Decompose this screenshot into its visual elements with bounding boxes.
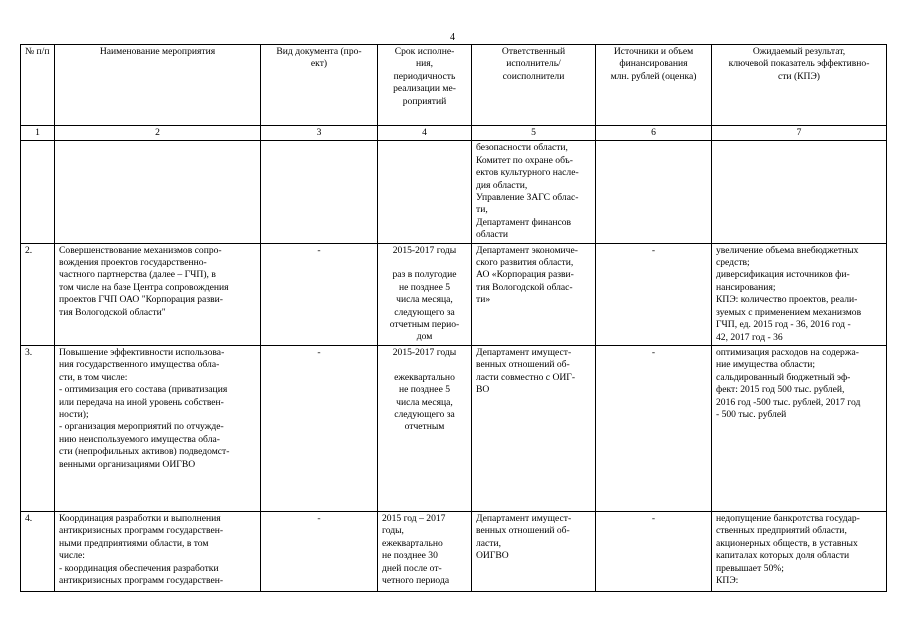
text-line: проектов ГЧП ОАО "Корпорация разви- [59,294,223,306]
text-line: 42, 2017 год - 36 [716,331,783,343]
text-line: ОИГВО [476,550,509,562]
deadline [378,345,472,511]
row-number: 4. [21,511,55,591]
text-line: Комитет по охране объ- [476,154,573,166]
text-line: фект: 2015 год 500 тыс. рублей, [716,384,845,396]
text-line: ВО [476,384,490,396]
text-line: не позднее 5 [398,384,451,396]
row-number: 3. [21,345,55,511]
column-number: 6 [596,126,712,141]
measure-name [55,141,261,243]
text-line: 2015 год – 2017 [382,512,446,524]
document-type: - [261,511,378,591]
text-line: числа месяца, [396,396,453,408]
text-line: АО «Корпорация разви- [476,269,574,281]
text-line: ти, [476,204,488,216]
text-line: ния государственного имущества обла- [59,359,220,371]
text-line: соисполнители [502,70,565,82]
text-line: ние имущества области; [716,359,816,371]
table-row [21,243,887,345]
text-line: венными организациями ОИГВО [59,458,196,470]
text-line: Координация разработки и выполнения [59,512,221,524]
text-line: антикризисных программ государствен- [59,574,224,586]
text-line: отчетным перио- [389,319,460,331]
text-line: отчетным [404,421,445,433]
deadline [378,141,472,243]
text-line: Вид документа (про- [276,46,362,57]
text-line: венных отношений об- [476,525,570,537]
measure-name [55,511,261,591]
text-line: - 500 тыс. рублей [716,408,787,420]
page-number: 4 [450,32,455,43]
text-line: сти, в том числе: [59,371,128,383]
text-line: Ожидаемый результат, [752,46,846,57]
expected-result [712,141,887,243]
text-line: роприятий [402,95,447,107]
responsible-executor [472,141,596,243]
financing-source: - [596,511,712,591]
document-type [261,141,378,243]
text-line: числе: [59,550,85,562]
text-line: безопасности области, [476,142,568,154]
text-line: 2016 год -500 тыс. рублей, 2017 год [716,396,861,408]
text-line: млн. рублей (оценка) [610,70,697,82]
text-line: исполнитель/ [506,58,561,70]
text-line: раз в полугодие [392,269,457,281]
text-line: капиталах которых доля области [716,550,850,562]
text-line: ектов культурного насле- [476,167,579,179]
text-line: ласти, [476,537,502,549]
text-line: 2015-2017 годы [392,244,457,256]
text-line: КПЭ: [716,574,739,586]
text-line: Совершенствование механизмов сопро- [59,244,222,256]
text-line: четного периода [382,574,450,586]
text-line: Департамент имущест- [476,346,572,358]
text-line: тия Вологодской облас- [476,281,573,293]
text-line: Управление ЗАГС облас- [476,192,579,204]
deadline [378,511,472,591]
document-type: - [261,345,378,511]
text-line: Ответственный [501,46,566,57]
text-line [382,257,467,269]
text-line: ключевой показатель эффективно- [728,58,870,70]
text-line: Источники и объем [613,46,694,57]
measure-name [55,243,261,345]
text-line: ского развития области, [476,257,574,269]
text-line: зуемых с применением механизмов [716,306,862,318]
text-line: Департамент финансов [476,216,572,228]
text-line: следующего за [394,306,455,318]
text-line: вождения проектов государственно- [59,257,207,269]
text-line: не позднее 30 [382,550,438,562]
table-row [21,345,887,511]
text-line: антикризисных программ государствен- [59,525,224,537]
text-line: или передача на иной уровень собствен- [59,396,224,408]
text-line: нию неиспользуемого имущества обла- [59,433,220,445]
header-result [712,45,887,126]
text-line: ежеквартально [382,537,443,549]
text-line: Срок исполне- [394,46,455,57]
table-header-row [21,45,887,126]
measures-table [20,44,887,592]
header-num: № п/п [21,45,55,126]
expected-result [712,345,887,511]
text-line: тия Вологодской области" [59,306,166,318]
text-line: ласти совместно с ОИГ- [476,371,576,383]
text-line: финансирования [619,58,688,70]
column-numbers-row [21,126,887,141]
header-financing [596,45,712,126]
responsible-executor [472,345,596,511]
column-number: 2 [55,126,261,141]
text-line: следующего за [394,408,455,420]
text-line: увеличение объема внебюджетных [716,244,859,256]
text-line: Наименование мероприятия [99,46,216,57]
text-line: диверсификация источников фи- [716,269,850,281]
text-line: ственных предприятий области, [716,525,847,537]
text-line: дия области, [476,179,528,191]
text-line: сти (КПЭ) [777,70,821,82]
text-line: ными предприятиями области, в том [59,537,209,549]
text-line: частного партнерства (далее – ГЧП), в [59,269,216,281]
column-number: 3 [261,126,378,141]
row-number [21,141,55,243]
expected-result [712,243,887,345]
text-line: том числе на базе Центра сопровождения [59,281,229,293]
header-name [55,45,261,126]
text-line: ности); [59,408,89,420]
expected-result [712,511,887,591]
text-line: ти» [476,294,491,306]
text-line: ект) [310,58,328,70]
column-number: 1 [21,126,55,141]
text-line: периодичность [393,70,456,82]
text-line: нансирования; [716,281,776,293]
text-line: - координация обеспечения разработки [59,562,219,574]
text-line: числа месяца, [396,294,453,306]
row-number: 2. [21,243,55,345]
text-line: - организация мероприятий по отчужде- [59,421,224,433]
column-number: 5 [472,126,596,141]
text-line: годы, [382,525,404,537]
text-line: оптимизация расходов на содержа- [716,346,859,358]
text-line: превышает 50%; [716,562,784,574]
text-line: акционерных обществ, в уставных [716,537,858,549]
financing-source [596,141,712,243]
header-doc-type [261,45,378,126]
text-line: сти (непрофильных активов) подведомст- [59,446,230,458]
text-line: - оптимизация его состава (приватизация [59,384,228,396]
responsible-executor [472,243,596,345]
measure-name [55,345,261,511]
header-responsible [472,45,596,126]
text-line: сальдированный бюджетный эф- [716,371,851,383]
text-line: Повышение эффективности использова- [59,346,225,358]
text-line: недопущение банкротства государ- [716,512,860,524]
text-line: Департамент имущест- [476,512,572,524]
text-line: дней после от- [382,562,442,574]
text-line: ежеквартально [394,371,455,383]
text-line: ния, [415,58,434,70]
text-line: ГЧП, ед. 2015 год - 36, 2016 год - [716,319,851,331]
text-line: дом [416,331,433,343]
text-line: Департамент экономиче- [476,244,578,256]
deadline [378,243,472,345]
text-line: не позднее 5 [398,281,451,293]
table-row [21,141,887,243]
text-line: реализации ме- [393,83,456,95]
text-line: средств; [716,257,750,269]
header-term [378,45,472,126]
text-line: КПЭ: количество проектов, реали- [716,294,858,306]
text-line: области [476,229,509,241]
column-number: 7 [712,126,887,141]
column-number: 4 [378,126,472,141]
financing-source: - [596,345,712,511]
text-line [382,359,467,371]
financing-source: - [596,243,712,345]
text-line: 2015-2017 годы [392,346,457,358]
responsible-executor [472,511,596,591]
table-row [21,511,887,591]
document-type: - [261,243,378,345]
text-line: венных отношений об- [476,359,570,371]
